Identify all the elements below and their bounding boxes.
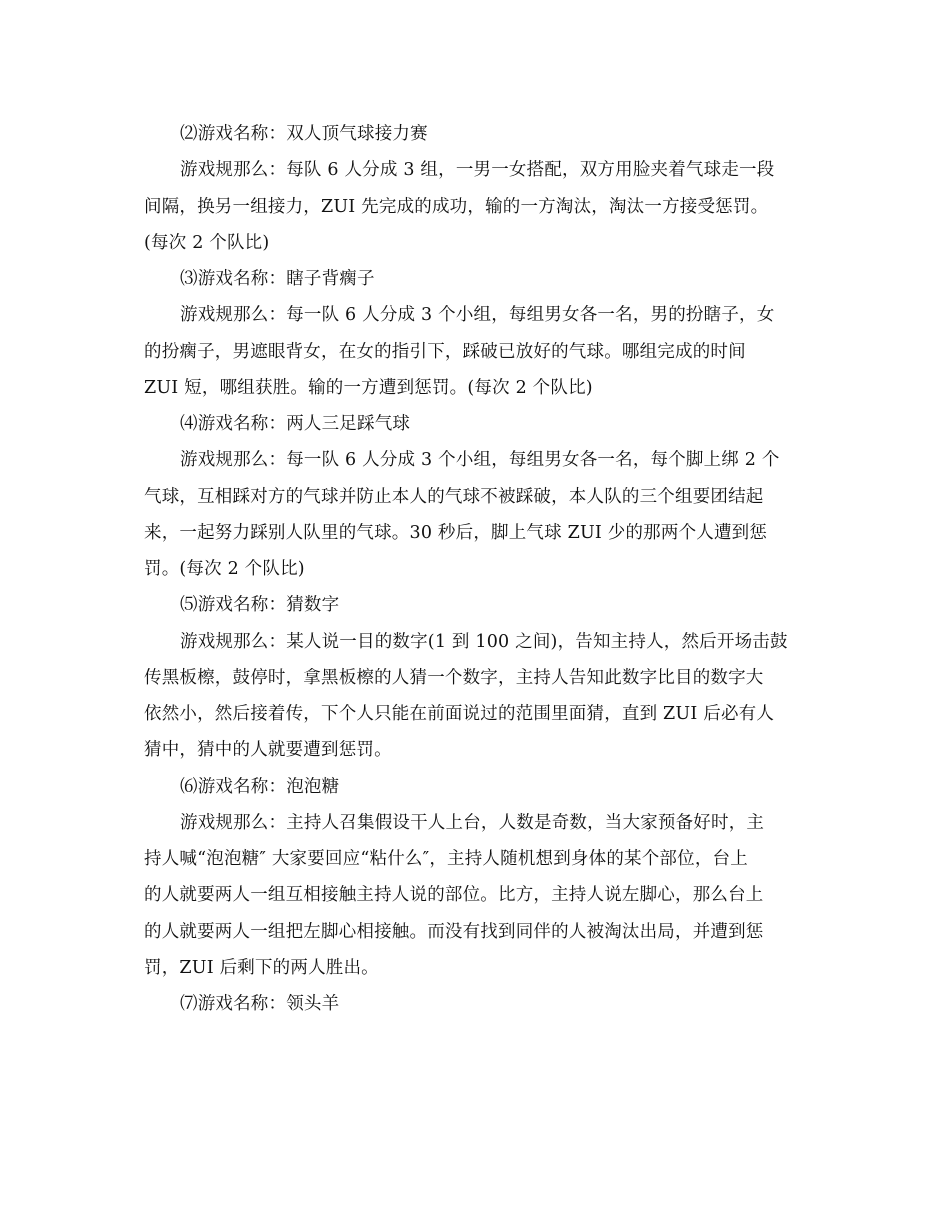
text-line: 游戏规那么：每一队 6 人分成 3 个小组，每组男女各一名，每个脚上绑 2 个 [180, 450, 780, 470]
text-line: 依然小，然后接着传，下个人只能在前面说过的范围里面猜，直到 ZUI 后必有人 [144, 704, 775, 724]
text-line: 的人就要两人一组互相接触主持人说的部位。比方，主持人说左脚心，那么台上 [144, 885, 764, 905]
text-line: 来，一起努力踩别人队里的气球。30 秒后，脚上气球 ZUI 少的那两个人遭到惩 [144, 523, 768, 543]
text-line: 持人喊“泡泡糖″ 大家要回应“粘什么″，主持人随机想到身体的某个部位，台上 [144, 849, 748, 869]
text-line: (每次 2 个队比) [144, 233, 270, 253]
text-line: 游戏规那么：每一队 6 人分成 3 个小组，每组男女各一名，男的扮瞎子，女 [180, 305, 775, 325]
text-line: 罚。(每次 2 个队比) [144, 559, 305, 579]
text-line: ZUI 短，哪组获胜。输的一方遭到惩罚。(每次 2 个队比) [144, 378, 593, 398]
text-line: 游戏规那么：主持人召集假设干人上台，人数是奇数，当大家预备好时，主 [180, 813, 765, 833]
text-line: 气球，互相踩对方的气球并防止本人的气球不被踩破，本人队的三个组要团结起 [144, 487, 764, 507]
heading-game-7: ⑺游戏名称：领头羊 [180, 994, 340, 1014]
text-line: 的扮瘸子，男遮眼背女，在女的指引下，踩破已放好的气球。哪组完成的时间 [144, 342, 746, 362]
text-line: 游戏规那么：每队 6 人分成 3 组，一男一女搭配，双方用脸夹着气球走一段 [180, 160, 775, 180]
text-line: 游戏规那么：某人说一目的数字(1 到 100 之间)，告知主持人，然后开场击鼓 [180, 632, 788, 652]
text-line: 间隔，换另一组接力，ZUI 先完成的成功，输的一方淘汰，淘汰一方接受惩罚。 [144, 197, 769, 217]
text-line: 的人就要两人一组把左脚心相接触。而没有找到同伴的人被淘汰出局，并遭到惩 [144, 922, 764, 942]
heading-game-5: ⑸游戏名称：猜数字 [180, 595, 340, 615]
heading-game-6: ⑹游戏名称：泡泡糖 [180, 777, 340, 797]
heading-game-4: ⑷游戏名称：两人三足踩气球 [180, 414, 411, 434]
text-line: 传黑板檫，鼓停时，拿黑板檫的人猜一个数字，主持人告知此数字比目的数字大 [144, 668, 764, 688]
text-line: 罚，ZUI 后剩下的两人胜出。 [144, 958, 379, 978]
heading-game-2: ⑵游戏名称：双人顶气球接力赛 [180, 124, 428, 144]
text-line: 猜中，猜中的人就要遭到惩罚。 [144, 740, 392, 760]
heading-game-3: ⑶游戏名称：瞎子背瘸子 [180, 269, 375, 289]
